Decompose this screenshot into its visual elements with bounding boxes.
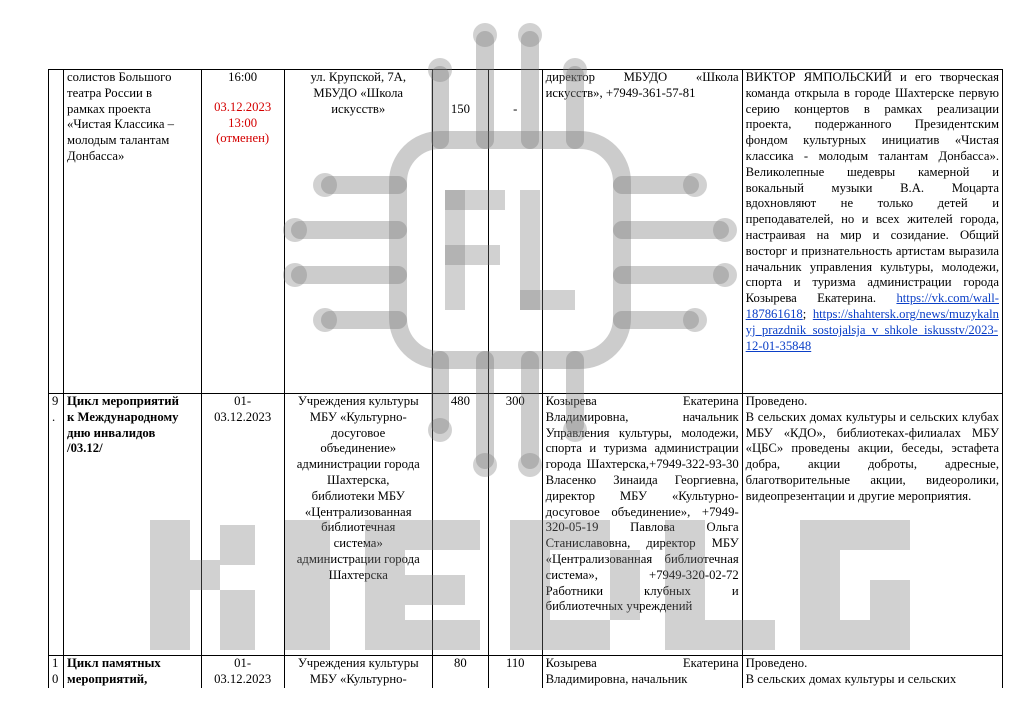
venue-cell xyxy=(284,394,432,656)
responsible-cell: Козырева Екатерина Владимировна, начальник xyxy=(542,656,742,704)
events-report-table xyxy=(48,69,1003,704)
venue-line: МБУДО «Школа xyxy=(313,85,404,100)
rescheduled-date: 03.12.2023 xyxy=(214,99,272,114)
result-status: Проведено. xyxy=(745,394,808,408)
venue-line: Шахтерска xyxy=(328,567,388,582)
event-name-line: молодым талантам xyxy=(67,133,170,148)
venue-line: МБУ «Культурно- xyxy=(309,409,407,424)
date-line: 03.12.2023 xyxy=(214,671,272,686)
row-number-cell: 9. xyxy=(49,394,64,656)
venue-line: Учреждения культуры xyxy=(297,656,419,670)
shahtersk-news-link[interactable]: https://shahtersk.org/news/muzykalnyj_prazdnik_sostojalsja_v_shkole_iskusstv/2023-12-01-35848 xyxy=(745,306,999,353)
row-number-cell xyxy=(49,70,64,394)
actual-count: - xyxy=(513,102,518,116)
result-text: ВИКТОР ЯМПОЛЬСКИЙ и его творческая команда открыла в городе Шахтерске первую серию концертов в рамках реализации проекта, подержанного Президентским фондом культурных инициатив «Чистая классика - молодым талантам Донбасса». Великолепные шедевры камерной и вокальный музыки В.А. Моцарта вдохновляют не только детей и преподавателей, но и всех жителей города, настраивая на мир и созидание. Общий восторг и признательность артистам выразила начальник управления культуры, молодежи, спорта и туризма администрации города Козырева Екатерина. xyxy=(745,70,999,306)
actual-count-cell xyxy=(488,70,542,394)
date-cell xyxy=(201,394,284,656)
venue-cell xyxy=(284,70,432,394)
date-line: 03.12.2023 xyxy=(214,409,272,424)
result-cell xyxy=(742,394,1002,656)
event-name-cell xyxy=(64,394,202,656)
venue-line: библиотечная xyxy=(321,520,396,535)
planned-count-cell: 480 xyxy=(432,394,488,656)
venue-line: библиотеки МБУ xyxy=(311,488,405,503)
event-name-line: Цикл мероприятий xyxy=(67,394,179,408)
rescheduled-time: 13:00 xyxy=(228,115,258,130)
venue-line: Учреждения культуры xyxy=(297,394,419,408)
result-text: В сельских домах культуры и сельских клубах МБУ «КДО», библиотеках-филиалах МБУ «ЦБС» проведены акции, беседы, эстафета добра, акции доброты, адресные, благотворительные акции, видеоролики, видеопрезентации и другие мероприятия. xyxy=(745,409,999,503)
venue-line: МБУ «Культурно- xyxy=(309,671,407,686)
date-cell xyxy=(201,70,284,394)
date-line: 01- xyxy=(234,656,252,670)
planned-count-cell: 80 xyxy=(432,656,488,704)
event-name-line: мероприятий, xyxy=(67,671,148,686)
date-line: 01- xyxy=(234,394,252,408)
venue-line: искусств» xyxy=(331,101,386,116)
event-name-line: «Чистая Классика – xyxy=(67,117,174,132)
table-row xyxy=(49,394,1003,656)
venue-line: администрации города xyxy=(296,551,420,566)
planned-count: 150 xyxy=(450,102,470,116)
event-name-line: солистов Большого xyxy=(67,70,172,84)
vk-link[interactable]: https://vk.com/wall-187861618 xyxy=(745,291,999,321)
event-name-line: дню инвалидов xyxy=(67,425,156,440)
planned-count-cell xyxy=(432,70,488,394)
result-status: Проведено. xyxy=(745,656,808,670)
venue-line: Шахтерска, xyxy=(327,472,390,487)
event-name-line: рамках проекта xyxy=(67,101,151,116)
event-name-line: /03.12/ xyxy=(67,441,103,456)
event-name-line: Цикл памятных xyxy=(67,656,161,670)
event-name-cell xyxy=(64,70,202,394)
table-row xyxy=(49,70,1003,394)
actual-count-cell: 300 xyxy=(488,394,542,656)
page-bottom-crop xyxy=(0,688,1024,724)
cancelled-status: (отменен) xyxy=(216,131,270,146)
event-name-line: к Международному xyxy=(67,409,179,424)
actual-count-cell: 110 xyxy=(488,656,542,704)
venue-line: ул. Крупской, 7А, xyxy=(310,70,406,84)
event-name-line: театра России в xyxy=(67,85,152,100)
venue-line: администрации города xyxy=(296,457,420,472)
venue-line: система» xyxy=(333,536,383,551)
venue-line: досуговое xyxy=(331,425,386,440)
venue-line: «Централизованная xyxy=(304,504,412,519)
link-separator: ; xyxy=(802,306,807,321)
result-text: В сельских домах культуры и сельских xyxy=(745,671,957,686)
result-cell xyxy=(742,70,1002,394)
responsible-cell: Козырева Екатерина Владимировна, начальник Управления культуры, молодежи, спорта и туризма администрации города Шахтерска,+7949-322-93-30 Власенко Зинаида Георгиевна, директор МБУ «Культурно-досуговое объединение», +7949-320-05-19 Павлова Ольга Станиславовна, директор МБУ «Централизованная библиотечная система», +7949-320-02-72 Работники клубных и библиотечных учреждений xyxy=(542,394,742,656)
event-name-line: Донбасса» xyxy=(67,148,125,163)
responsible-cell: директор МБУДО «Школа искусств», +7949-361-57-81 xyxy=(542,70,742,394)
row-number-cell: 10 xyxy=(49,656,64,704)
event-time: 16:00 xyxy=(228,70,258,84)
venue-line: объединение» xyxy=(320,441,397,456)
